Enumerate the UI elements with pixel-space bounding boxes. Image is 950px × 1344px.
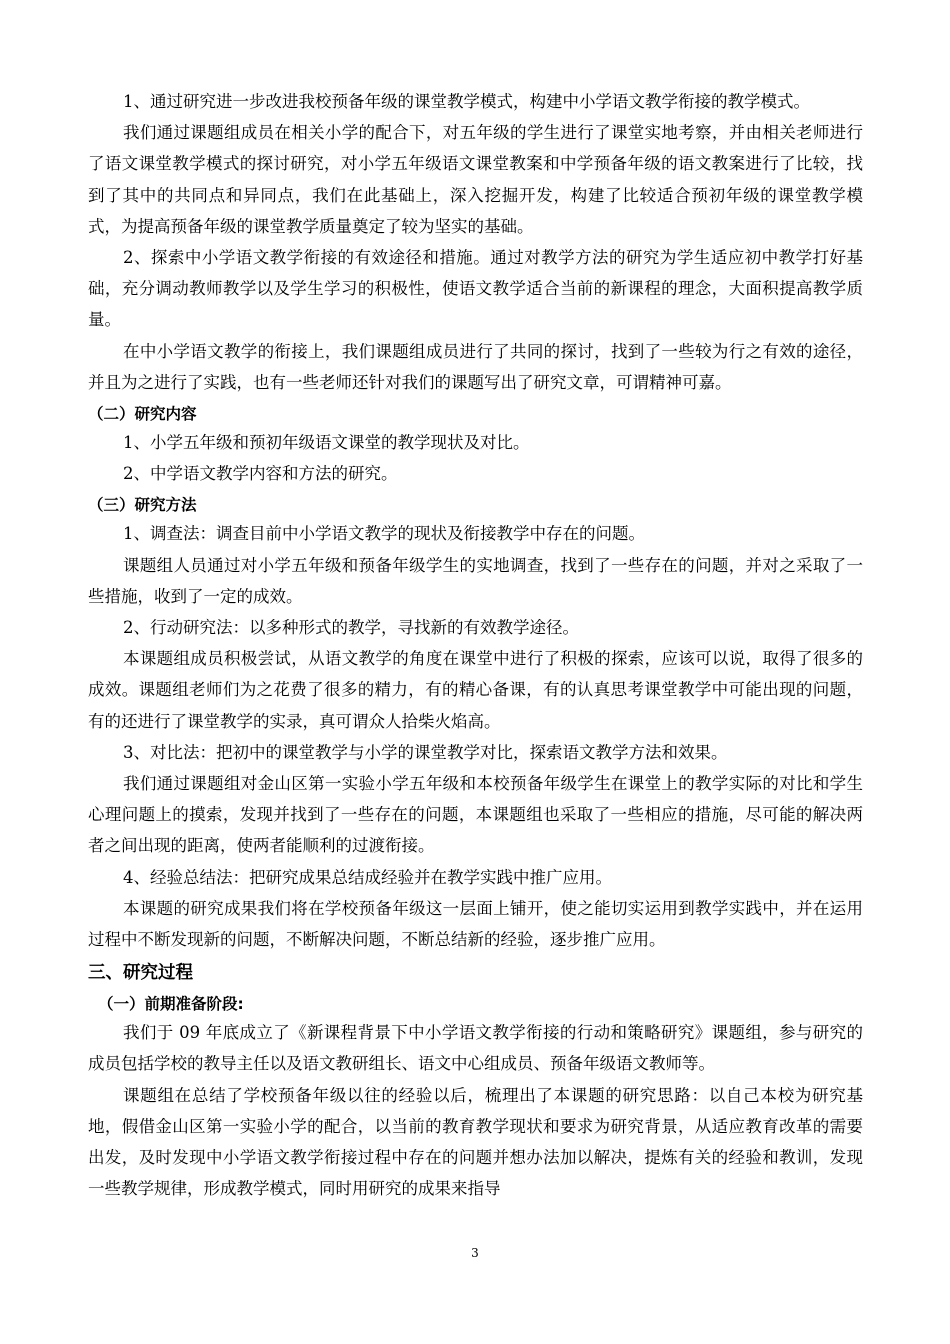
paragraph: 3、对比法：把初中的课堂教学与小学的课堂教学对比，探索语文教学方法和效果。	[123, 742, 728, 762]
paragraph: 本课题的研究成果我们将在学校预备年级这一层面上铺开，使之能切实运用到教学实践中，并在运用过程中不断发现新的问题，不断解决问题，不断总结新的经验，逐步推广应用。	[88, 898, 863, 950]
paragraph: 2、中学语文教学内容和方法的研究。	[123, 464, 398, 484]
document-body	[88, 86, 863, 1205]
paragraph: 2、行动研究法：以多种形式的教学，寻找新的有效教学途径。	[123, 618, 579, 638]
paragraph: 我们于 09 年底成立了《新课程背景下中小学语文教学衔接的行动和策略研究》课题组，参与研究的成员包括学校的教导主任以及语文教研组长、语文中心组成员、预备年级语文教师等。	[88, 1023, 863, 1074]
paragraph: 1、小学五年级和预初年级语文课堂的教学现状及对比。	[123, 433, 530, 453]
paragraph: 2、探索中小学语文教学衔接的有效途径和措施。通过对教学方法的研究为学生适应初中教学打好基础，充分调动教师教学以及学生学习的积极性，使语文教学适合当前的新课程的理念，大面积提高教学质量。	[88, 248, 863, 330]
page-number: 3	[471, 1246, 479, 1260]
section-heading: 三、研究过程	[88, 963, 193, 984]
paragraph: 我们通过课题组对金山区第一实验小学五年级和本校预备年级学生在课堂上的教学实际的对比和学生心理问题上的摸索，发现并找到了一些存在的问题，本课题组也采取了一些相应的措施，尽可能的解决两者之间出现的距离，使两者能顺利的过渡衔接。	[88, 774, 863, 856]
subsection-heading: （二）研究内容	[88, 405, 197, 424]
subsection-heading: （一）前期准备阶段:	[98, 995, 244, 1014]
paragraph: 4、经验总结法：把研究成果总结成经验并在教学实践中推广应用。	[123, 867, 612, 887]
paragraph: 1、调查法：调查目前中小学语文教学的现状及衔接教学中存在的问题。	[123, 524, 645, 544]
subsection-heading: （三）研究方法	[88, 496, 197, 515]
paragraph: 本课题组成员积极尝试，从语文教学的角度在课堂中进行了积极的探索，应该可以说，取得了很多的成效。课题组老师们为之花费了很多的精力，有的精心备课，有的认真思考课堂教学中可能出现的问题，有的还进行了课堂教学的实录，真可谓众人拾柴火焰高。	[88, 649, 863, 731]
paragraph: 课题组在总结了学校预备年级以往的经验以后，梳理出了本课题的研究思路：以自己本校为研究基地，假借金山区第一实验小学的配合，以当前的教育教学现状和要求为研究背景，从适应教育改革的需要出发，及时发现中小学语文教学衔接过程中存在的问题并想办法加以解决，提炼有关的经验和教训，发现一些教学规律，形成教学模式，同时用研究的成果来指导	[88, 1085, 863, 1199]
paragraph: 课题组人员通过对小学五年级和预备年级学生的实地调查，找到了一些存在的问题，并对之采取了一些措施，收到了一定的成效。	[88, 555, 863, 606]
paragraph: 1、通过研究进一步改进我校预备年级的课堂教学模式，构建中小学语文教学衔接的教学模式。	[123, 92, 810, 111]
paragraph: 我们通过课题组成员在相关小学的配合下，对五年级的学生进行了课堂实地考察，并由相关老师进行了语文课堂教学模式的探讨研究，对小学五年级语文课堂教案和中学预备年级的语文教案进行了比较，找到了其中的共同点和异同点，我们在此基础上，深入挖掘开发，构建了比较适合预初年级的课堂教学模式，为提高预备年级的课堂教学质量奠定了较为坚实的基础。	[88, 123, 863, 236]
paragraph: 在中小学语文教学的衔接上，我们课题组成员进行了共同的探讨，找到了一些较为行之有效的途径，并且为之进行了实践，也有一些老师还针对我们的课题写出了研究文章，可谓精神可嘉。	[88, 341, 863, 392]
